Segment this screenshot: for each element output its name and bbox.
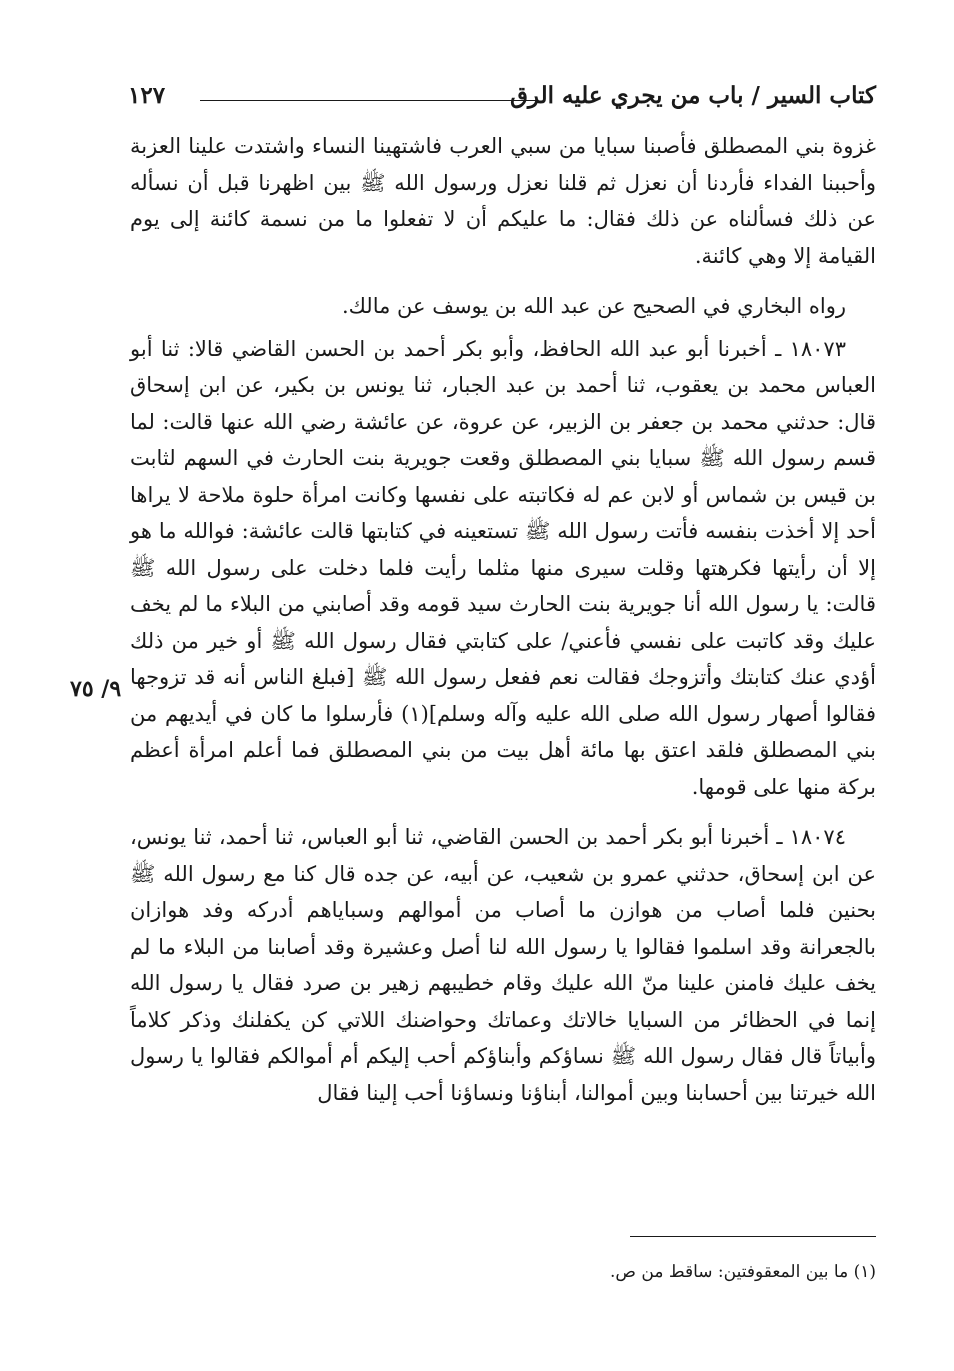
running-header — [128, 76, 876, 116]
paragraph-attribution: رواه البخاري في الصحيح عن عبد الله بن يوسف عن مالك. — [341, 294, 846, 318]
footnote: (١) ما بين المعقوفتين: ساقط من ص. — [610, 1262, 876, 1282]
paragraph-continuation: غزوة بني المصطلق فأصبنا سبايا من سبي العرب فاشتهينا النساء واشتدت علينا العزبة وأحببنا الفداء فأردنا أن نعزل ثم قلنا نعزل ورسول الله ﷺ بين اظهرنا قبل أن نسأله عن ذلك فسألناه عن ذلك فقال: ما عليكم أن لا تفعلوا ما من نسمة كائنة إلى يوم القيامة إلا وهي كائنة. — [130, 134, 876, 268]
manuscript-page-reference: ٩/ ٧٥ — [70, 676, 122, 702]
header-rule — [200, 100, 538, 101]
hadith-18074: ١٨٠٧٤ ـ أخبرنا أبو بكر أحمد بن الحسن القاضي، ثنا أبو العباس، ثنا أحمد، ثنا يونس، عن ابن إسحاق، حدثني عمرو بن شعيب، عن أبيه، عن جده قال كنا مع رسول الله ﷺ بحنين فلما أصاب من هوازن ما أصاب من أموالهم وسباياهم أدركه وفد هوازان بالجعرانة وقد اسلموا فقالوا يا رسول الله لنا أصل وعشيرة وقد أصابنا من البلاء ما لم يخف عليك فامنن علينا منّ الله عليك وقام خطيبهم زهير بن صرد فقال يا رسول الله إنما في الحظائر من السبايا خالاتك وعماتك وحواضنك اللاتي كن يكفلنك وذكر كلاماً وأبياتاً قال فقال رسول الله ﷺ نساؤكم وأبناؤكم أحب إليكم أم أموالكم فقالوا يا رسول الله خيرتنا بين أحسابنا وبين أموالنا، أبناؤنا ونساؤنا أحب إلينا فقال — [130, 825, 876, 1105]
page-number: ١٢٧ — [128, 82, 166, 109]
running-title: كتاب السير / باب من يجري عليه الرق — [510, 82, 876, 109]
hadith-18073: ١٨٠٧٣ ـ أخبرنا أبو عبد الله الحافظ، وأبو بكر أحمد بن الحسن القاضي قالا: ثنا أبو العباس محمد بن يعقوب، ثنا أحمد بن عبد الجبار، ثنا يونس بن بكير، عن ابن إسحاق قال: حدثني محمد بن جعفر بن الزبير، عن عروة، عن عائشة رضي الله عنها قالت: لما قسم رسول الله ﷺ سبايا بني المصطلق وقعت جويرية بنت الحارث في السهم لثابت بن قيس بن شماس أو لابن عم له فكاتبته على نفسها وكانت امرأة حلوة ملاحة لا يراها أحد إلا أخذت بنفسه فأتت رسول الله ﷺ تستعينه في كتابتها قالت عائشة: فوالله ما هو إلا أن رأيتها فكرهتها وقلت سيرى منها مثلما رأيت فلما دخلت على رسول الله ﷺ قالت: يا رسول الله أنا جويرية بنت الحارث سيد قومه وقد أصابني من البلاء ما لم يخف عليك وقد كاتبت على نفسي فأعني/ على كتابتي فقال رسول الله ﷺ أو خير من ذلك أؤدي عنك كتابتك وأتزوجك فقالت نعم ففعل رسول الله ﷺ [فبلغ الناس أنه قد تزوجها فقالوا أصهار رسول الله صلى الله عليه وآله وسلم](١) فأرسلوا ما كان في أيديهم من بني المصطلق فلقد اعتق بها مائة أهل بيت من بني المصطلق فما أعلم امرأة أعظم بركة منها على قومها. — [130, 336, 876, 799]
main-text — [130, 128, 876, 1111]
footnote-separator — [630, 1236, 876, 1237]
